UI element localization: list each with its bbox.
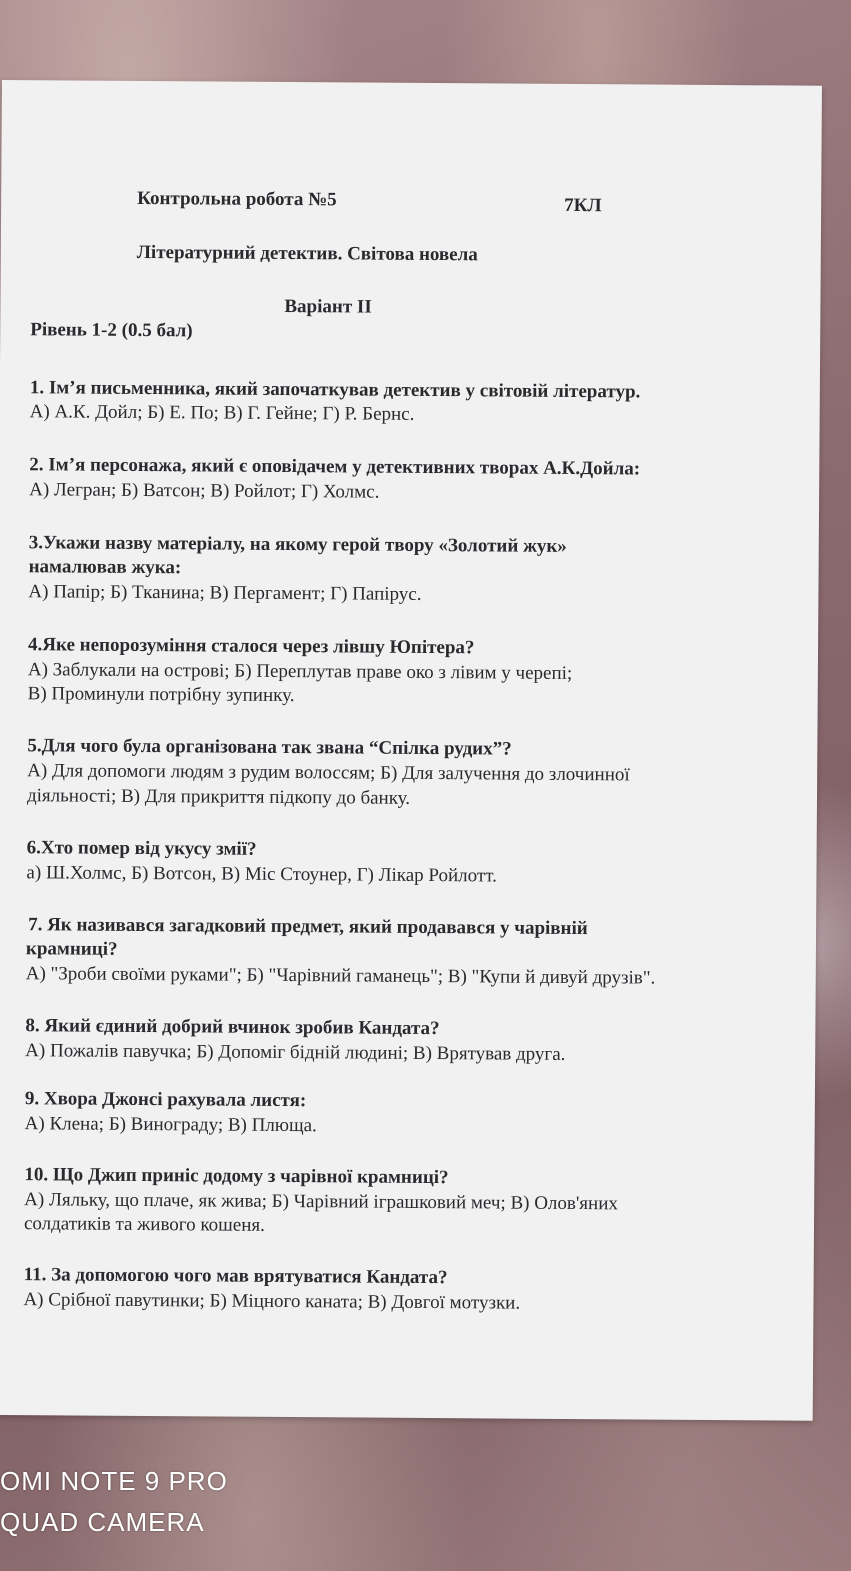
answer-8: А) Пожалів павучка; Б) Допоміг бідній людині; В) Врятував друга. <box>25 1040 566 1065</box>
camera-watermark-line-1: OMI NOTE 9 PRO <box>0 1466 228 1496</box>
variant-label: Варіант ІІ <box>284 295 372 318</box>
question-7: 7. Як називався загадковий предмет, який продавався у чарівній <box>28 914 588 940</box>
answer-5-line-2: діяльності; В) Для прикриття підкопу до банку. <box>26 785 411 809</box>
answer-6: а) Ш.Холмс, Б) Вотсон, В) Міс Стоунер, Г) Лікар Ройлотт. <box>26 862 497 887</box>
class-label: 7КЛ <box>564 194 602 217</box>
answer-10-line-1: А) Ляльку, що плаче, як жива; Б) Чарівний іграшковий меч; В) Олов'яних <box>24 1189 618 1215</box>
question-4: 4.Яке непорозуміння сталося через лівшу Юпітера? <box>27 634 475 659</box>
page-subtitle: Літературний детектив. Світова новела <box>136 241 478 266</box>
answer-3: А) Папір; Б) Тканина; В) Пергамент; Г) Папірус. <box>28 581 422 605</box>
answer-9: А) Клена; Б) Винограду; В) Плюща. <box>24 1113 317 1137</box>
answer-1: А) А.К. Дойл; Б) Е. По; В) Г. Гейне; Г) Р. Бернс. <box>29 401 415 425</box>
answer-4-line-2: В) Проминули потрібну зупинку. <box>27 683 295 707</box>
question-3: 3.Укажи назву матеріалу, на якому герой твору «Золотий жук» <box>28 532 567 557</box>
level-label: Рівень 1-2 (0.5 бал) <box>30 319 193 342</box>
question-9: 9. Хвора Джонсі рахувала листя: <box>24 1088 307 1112</box>
question-6: 6.Хто помер від укусу змії? <box>26 837 257 860</box>
question-8: 8. Який єдиний добрий вчинок зробив Кандата? <box>25 1015 440 1040</box>
question-3-cont: намалював жука: <box>28 556 182 579</box>
question-1: 1. Ім’я письменника, який започаткував детектив у світовій літератур. <box>29 377 641 403</box>
answer-5-line-1: А) Для допомоги людям з рудим волоссям; Б) Для залучення до злочинної <box>27 760 630 786</box>
camera-watermark-line-2: QUAD CAMERA <box>0 1507 205 1537</box>
answer-10-line-2: солдатиків та живого кошеня. <box>23 1213 265 1236</box>
paper-sheet <box>0 80 822 1421</box>
answer-2: А) Легран; Б) Ватсон; В) Ройлот; Г) Холмс. <box>29 479 380 503</box>
answer-7: А) "Зроби своїми руками"; Б) "Чарівний гаманець"; В) "Купи й дивуй друзів". <box>25 963 656 989</box>
question-5: 5.Для чого була організована так звана “Спілка рудих”? <box>27 735 512 760</box>
question-7-cont: крамниці? <box>25 938 118 960</box>
question-10: 10. Що Джип приніс додому з чарівної крамниці? <box>24 1164 449 1189</box>
page-title: Контрольна робота №5 <box>137 187 337 211</box>
question-2: 2. Ім’я персонажа, який є оповідачем у детективних творах А.К.Дойла: <box>29 454 641 480</box>
question-11: 11. За допомогою чого мав врятуватися Кандата? <box>23 1264 448 1289</box>
answer-11: А) Срібної павутинки; Б) Міцного каната; В) Довгої мотузки. <box>23 1289 521 1314</box>
answer-4-line-1: А) Заблукали на острові; Б) Переплутав праве око з лівим у черепі; <box>27 659 573 684</box>
